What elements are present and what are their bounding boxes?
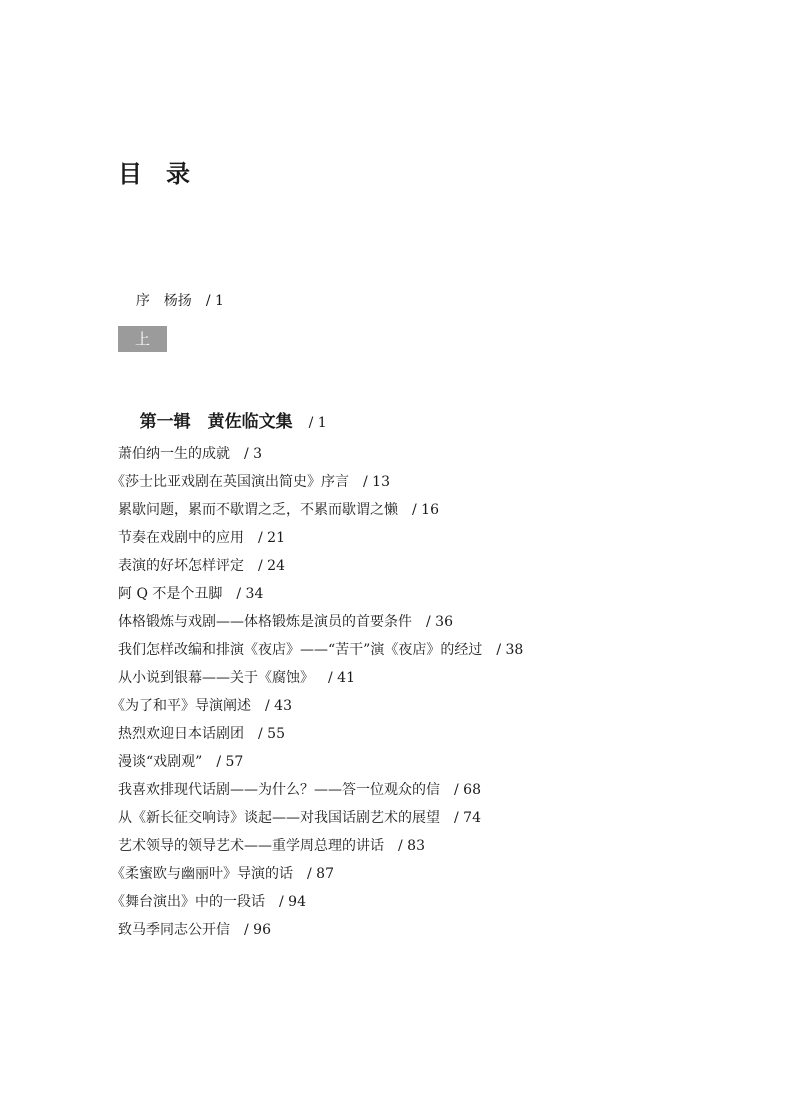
entry-page: / 87 bbox=[307, 866, 334, 882]
entry-title: 从《新长征交响诗》谈起——对我国话剧艺术的展望 bbox=[118, 810, 440, 826]
preface-entry[interactable] bbox=[118, 271, 224, 331]
entry-title: 阿 Q 不是个丑脚 bbox=[118, 586, 223, 602]
toc-entry[interactable] bbox=[0, 780, 790, 808]
preface-label: 序 杨扬 bbox=[135, 293, 192, 309]
entry-title: 《莎士比亚戏剧在英国演出简史》序言 bbox=[111, 474, 349, 490]
entry-page: / 55 bbox=[258, 726, 285, 742]
toc-entry[interactable] bbox=[0, 640, 790, 668]
entry-page: / 68 bbox=[454, 782, 481, 798]
entry-title: 萧伯纳一生的成就 bbox=[118, 446, 230, 462]
entry-page: / 21 bbox=[258, 530, 285, 546]
entry-title: 体格锻炼与戏剧——体格锻炼是演员的首要条件 bbox=[118, 614, 412, 630]
entry-title: 表演的好坏怎样评定 bbox=[118, 558, 244, 574]
entry-title: 致马季同志公开信 bbox=[118, 922, 230, 938]
entry-title: 热烈欢迎日本话剧团 bbox=[118, 726, 244, 742]
entry-title: 漫谈“戏剧观” bbox=[118, 754, 203, 770]
entry-title: 《柔蜜欧与幽丽叶》导演的话 bbox=[111, 866, 293, 882]
entry-page: / 13 bbox=[363, 474, 390, 490]
page-title: 目 录 bbox=[118, 159, 190, 188]
toc-entry[interactable] bbox=[0, 836, 790, 864]
entry-page: / 83 bbox=[398, 838, 425, 854]
entry-title: 我们怎样改编和排演《夜店》——“苦干”演《夜店》的经过 bbox=[118, 642, 483, 658]
entry-page: / 34 bbox=[236, 586, 264, 602]
entry-title: 《为了和平》导演阐述 bbox=[111, 698, 251, 714]
toc-entry[interactable] bbox=[0, 500, 790, 528]
toc-entry-list bbox=[0, 444, 790, 948]
preface-page: / 1 bbox=[205, 293, 224, 309]
entry-title: 我喜欢排现代话剧——为什么？——答一位观众的信 bbox=[118, 782, 440, 798]
toc-entry[interactable] bbox=[0, 892, 790, 920]
toc-entry[interactable] bbox=[0, 864, 790, 892]
entry-title: 《舞台演出》中的一段话 bbox=[111, 894, 265, 910]
entry-page: / 41 bbox=[328, 670, 355, 686]
entry-page: / 24 bbox=[258, 558, 285, 574]
entry-page: / 74 bbox=[454, 810, 481, 826]
entry-page: / 38 bbox=[496, 642, 524, 658]
toc-entry[interactable] bbox=[0, 724, 790, 752]
entry-title: 节奏在戏剧中的应用 bbox=[118, 530, 244, 546]
toc-entry[interactable] bbox=[0, 584, 790, 612]
entry-page: / 94 bbox=[279, 894, 306, 910]
toc-entry[interactable] bbox=[0, 556, 790, 584]
toc-entry[interactable] bbox=[0, 668, 790, 696]
entry-title: 累歇问题，累而不歇谓之乏，不累而歇谓之懒 bbox=[118, 502, 398, 518]
toc-entry[interactable] bbox=[0, 444, 790, 472]
toc-entry[interactable] bbox=[0, 752, 790, 780]
entry-title: 从小说到银幕——关于《腐蚀》 bbox=[118, 670, 314, 686]
entry-page: / 36 bbox=[426, 614, 453, 630]
entry-page: / 43 bbox=[265, 698, 292, 714]
entry-title: 艺术领导的领导艺术——重学周总理的讲话 bbox=[118, 838, 384, 854]
toc-entry[interactable] bbox=[0, 696, 790, 724]
part-page: / 1 bbox=[308, 415, 327, 431]
entry-page: / 3 bbox=[244, 446, 263, 462]
toc-entry[interactable] bbox=[0, 808, 790, 836]
part-title: 第一辑 黄佐临文集 bbox=[139, 412, 293, 432]
toc-entry[interactable] bbox=[0, 920, 790, 948]
entry-page: / 16 bbox=[412, 502, 439, 518]
toc-entry[interactable] bbox=[0, 528, 790, 556]
entry-page: / 57 bbox=[216, 754, 244, 770]
toc-entry[interactable] bbox=[0, 472, 790, 500]
toc-entry[interactable] bbox=[0, 612, 790, 640]
section-badge: 上 bbox=[118, 326, 167, 352]
entry-page: / 96 bbox=[244, 922, 271, 938]
